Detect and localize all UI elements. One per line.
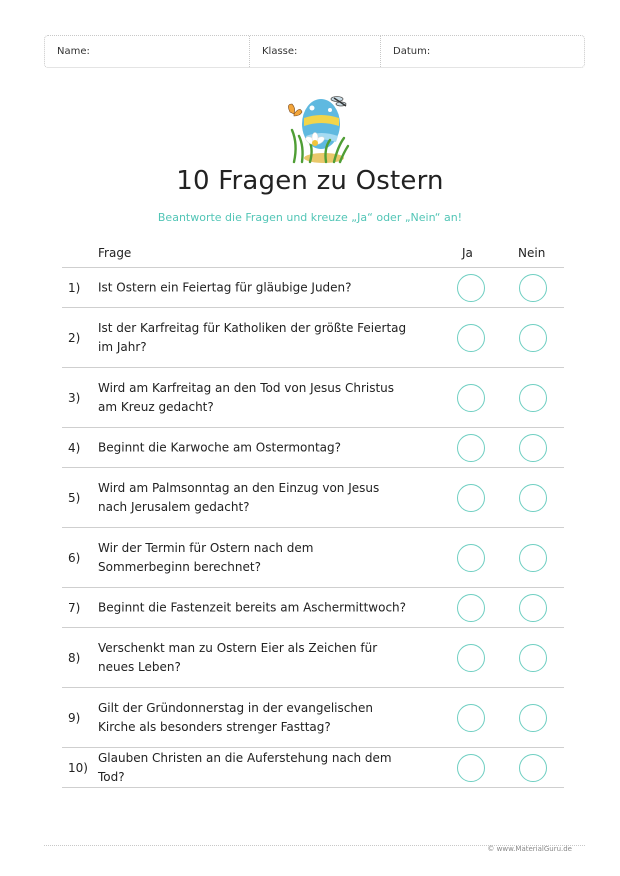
answer-yes-checkbox[interactable] bbox=[457, 644, 485, 672]
answer-yes-checkbox[interactable] bbox=[457, 484, 485, 512]
easter-egg-illustration-icon bbox=[284, 86, 350, 164]
question-number: 8) bbox=[68, 650, 81, 665]
table-row bbox=[62, 268, 564, 308]
header-question: Frage bbox=[98, 246, 132, 260]
answer-no-checkbox[interactable] bbox=[519, 704, 547, 732]
question-text: Beginnt die Karwoche am Ostermontag? bbox=[98, 440, 341, 454]
class-field[interactable] bbox=[250, 36, 381, 67]
table-row bbox=[62, 748, 564, 788]
question-text: Wird am Karfreitag an den Tod von Jesus Christus am Kreuz gedacht? bbox=[98, 380, 395, 414]
answer-yes-checkbox[interactable] bbox=[457, 384, 485, 412]
page-title: 10 Fragen zu Ostern bbox=[176, 166, 444, 196]
question-text: Ist der Karfreitag für Katholiken der größte Feiertag im Jahr? bbox=[98, 320, 407, 354]
question-text: Ist Ostern ein Feiertag für gläubige Juden? bbox=[98, 280, 352, 294]
question-number: 10) bbox=[68, 760, 88, 775]
header-no: Nein bbox=[518, 246, 546, 260]
header-yes: Ja bbox=[462, 246, 473, 260]
answer-yes-checkbox[interactable] bbox=[457, 594, 485, 622]
table-row bbox=[62, 308, 564, 368]
table-row bbox=[62, 528, 564, 588]
name-label: Name: bbox=[57, 46, 90, 57]
question-number: 6) bbox=[68, 550, 81, 565]
answer-no-checkbox[interactable] bbox=[519, 434, 547, 462]
copyright-notice: © www.MaterialGuru.de bbox=[487, 845, 572, 853]
answer-no-checkbox[interactable] bbox=[519, 384, 547, 412]
answer-no-checkbox[interactable] bbox=[519, 324, 547, 352]
question-text: Wird am Palmsonntag an den Einzug von Jesus nach Jerusalem gedacht? bbox=[98, 480, 380, 514]
question-number: 9) bbox=[68, 710, 81, 725]
question-number: 5) bbox=[68, 490, 81, 505]
answer-no-checkbox[interactable] bbox=[519, 484, 547, 512]
question-number: 3) bbox=[68, 390, 81, 405]
answer-yes-checkbox[interactable] bbox=[457, 544, 485, 572]
class-label: Klasse: bbox=[262, 46, 298, 57]
answer-no-checkbox[interactable] bbox=[519, 544, 547, 572]
answer-yes-checkbox[interactable] bbox=[457, 324, 485, 352]
question-text: Gilt der Gründonnerstag in der evangelischen Kirche als besonders strenger Fasttag? bbox=[98, 700, 373, 734]
instructions: Beantworte die Fragen und kreuze „Ja“ oder „Nein“ an! bbox=[157, 211, 463, 224]
answer-yes-checkbox[interactable] bbox=[457, 754, 485, 782]
answer-no-checkbox[interactable] bbox=[519, 644, 547, 672]
table-row bbox=[62, 368, 564, 428]
answer-no-checkbox[interactable] bbox=[519, 754, 547, 782]
answer-no-checkbox[interactable] bbox=[519, 594, 547, 622]
question-text: Verschenkt man zu Ostern Eier als Zeichen für neues Leben? bbox=[98, 640, 378, 674]
table-row bbox=[62, 688, 564, 748]
question-number: 1) bbox=[68, 280, 81, 295]
name-field[interactable] bbox=[45, 36, 250, 67]
quiz-table bbox=[62, 240, 564, 788]
date-label: Datum: bbox=[393, 46, 431, 57]
question-number: 7) bbox=[68, 600, 81, 615]
table-row bbox=[62, 628, 564, 688]
table-header bbox=[62, 240, 564, 268]
answer-yes-checkbox[interactable] bbox=[457, 434, 485, 462]
answer-no-checkbox[interactable] bbox=[519, 274, 547, 302]
question-text: Wir der Termin für Ostern nach dem Sommerbeginn berechnet? bbox=[98, 540, 314, 574]
student-info-box bbox=[44, 35, 585, 68]
question-text: Beginnt die Fastenzeit bereits am Aschermittwoch? bbox=[98, 600, 407, 614]
table-row bbox=[62, 468, 564, 528]
question-number: 2) bbox=[68, 330, 81, 345]
date-field[interactable] bbox=[381, 36, 584, 67]
answer-yes-checkbox[interactable] bbox=[457, 704, 485, 732]
question-text: Glauben Christen an die Auferstehung nach dem Tod? bbox=[98, 750, 392, 784]
table-row bbox=[62, 428, 564, 468]
answer-yes-checkbox[interactable] bbox=[457, 274, 485, 302]
question-number: 4) bbox=[68, 440, 81, 455]
table-row bbox=[62, 588, 564, 628]
